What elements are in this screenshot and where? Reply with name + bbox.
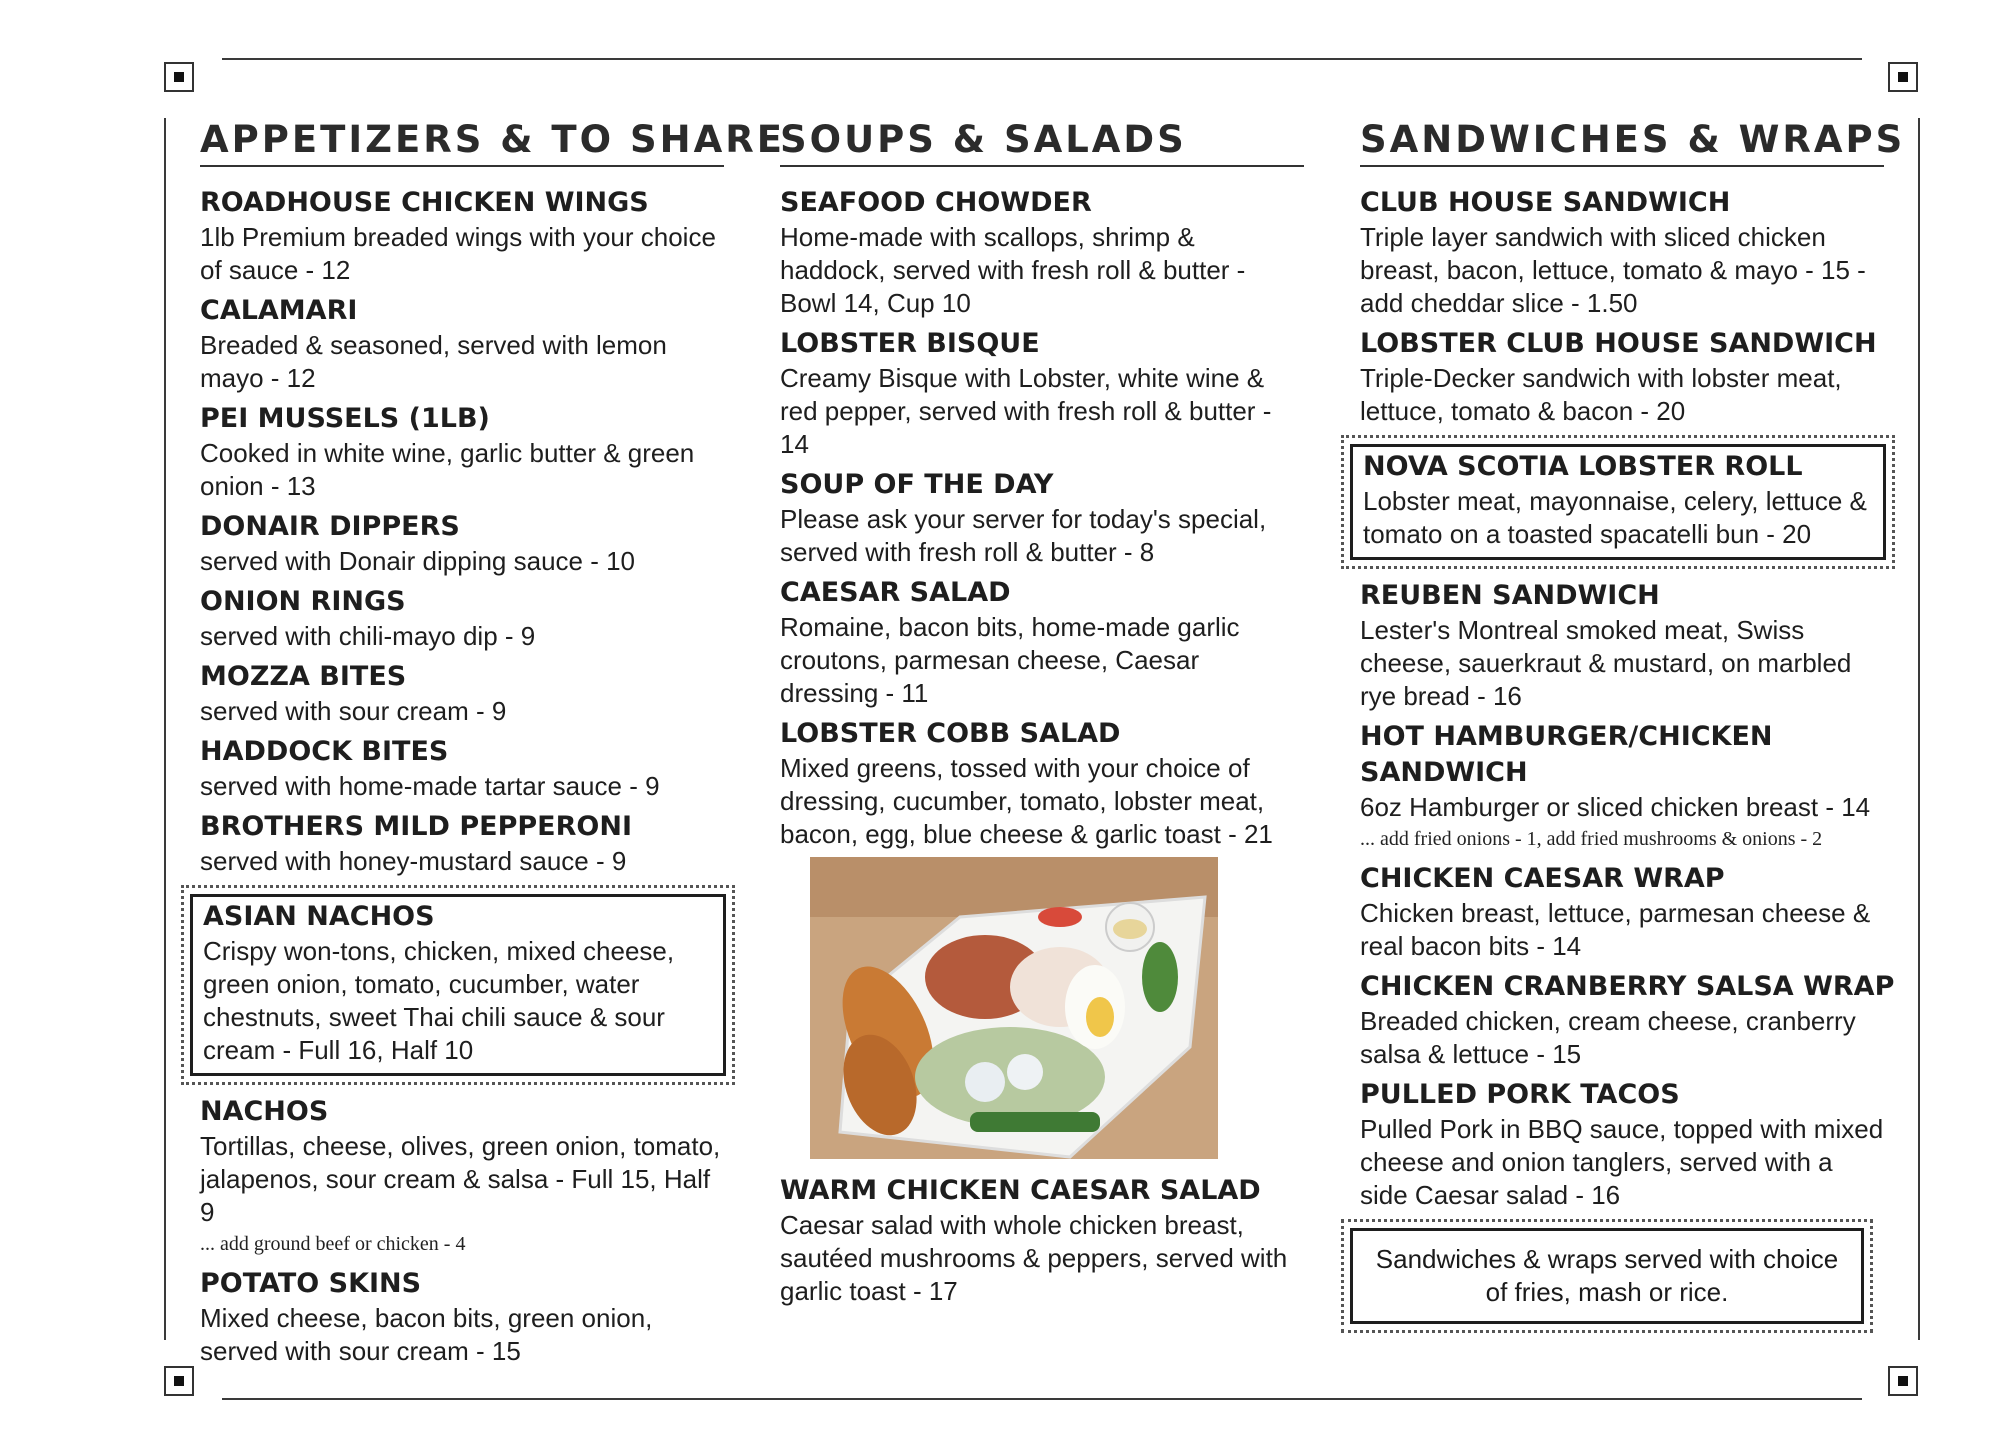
item-description: served with Donair dipping sauce - 10 bbox=[200, 546, 636, 576]
item-description: Mixed cheese, bacon bits, green onion, served with sour cream - 15 bbox=[200, 1303, 653, 1366]
featured-menu-item bbox=[1350, 444, 1886, 560]
item-name: REUBEN SANDWICH bbox=[1360, 580, 1660, 611]
top-rule bbox=[222, 58, 1862, 60]
item-description: Crispy won-tons, chicken, mixed cheese, green onion, tomato, cucumber, water chestnuts, sweet Thai chili sauce & sour cream - Full 16, Half 10 bbox=[203, 936, 675, 1065]
item-description: Caesar salad with whole chicken breast, sautéed mushrooms & peppers, served with garlic toast - 17 bbox=[780, 1210, 1288, 1306]
item-description: served with home-made tartar sauce - 9 bbox=[200, 771, 660, 801]
item-description: Triple-Decker sandwich with lobster meat, lettuce, tomato & bacon - 20 bbox=[1360, 363, 1842, 426]
right-rule bbox=[1918, 118, 1920, 1340]
item-name: LOBSTER BISQUE bbox=[780, 328, 1040, 359]
corner-square-icon bbox=[1888, 62, 1918, 92]
item-name: ASIAN NACHOS bbox=[203, 901, 435, 932]
item-description: 6oz Hamburger or sliced chicken breast - 14 bbox=[1360, 792, 1871, 822]
menu-item bbox=[200, 734, 724, 803]
item-name: CHICKEN CAESAR WRAP bbox=[1360, 863, 1725, 894]
item-description: served with sour cream - 9 bbox=[200, 696, 507, 726]
menu-item bbox=[1360, 1077, 1884, 1212]
item-description: 1lb Premium breaded wings with your choice of sauce - 12 bbox=[200, 222, 716, 285]
menu-item bbox=[780, 575, 1304, 710]
menu-item bbox=[780, 1173, 1304, 1308]
menu-item bbox=[780, 326, 1304, 461]
item-name: SEAFOOD CHOWDER bbox=[780, 187, 1092, 218]
item-name: MOZZA BITES bbox=[200, 661, 407, 692]
section-title: SOUPS & SALADS bbox=[780, 118, 1304, 167]
menu-item bbox=[1360, 969, 1895, 1071]
item-name: SOUP OF THE DAY bbox=[780, 469, 1054, 500]
corner-square-icon bbox=[164, 62, 194, 92]
item-name: POTATO SKINS bbox=[200, 1268, 422, 1299]
item-description: Breaded & seasoned, served with lemon mayo - 12 bbox=[200, 330, 667, 393]
appetizers-column bbox=[200, 118, 786, 1374]
item-description: Home-made with scallops, shrimp & haddock, served with fresh roll & butter - Bowl 14, Cup 10 bbox=[780, 222, 1246, 318]
menu-item bbox=[1360, 326, 1884, 428]
section-title: APPETIZERS & TO SHARE bbox=[200, 118, 724, 167]
bottom-rule bbox=[222, 1398, 1862, 1400]
item-name: ROADHOUSE CHICKEN WINGS bbox=[200, 187, 649, 218]
menu-item bbox=[1360, 185, 1884, 320]
menu-item bbox=[780, 185, 1304, 320]
item-add-on: ... add fried onions - 1, add fried mushrooms & onions - 2 bbox=[1360, 828, 1823, 850]
item-description: Pulled Pork in BBQ sauce, topped with mixed cheese and onion tanglers, served with a side Caesar salad - 16 bbox=[1360, 1114, 1884, 1210]
corner-square-icon bbox=[164, 1366, 194, 1396]
cobb-salad-photo bbox=[810, 857, 1218, 1159]
item-name: HOT HAMBURGER/CHICKEN SANDWICH bbox=[1360, 721, 1773, 788]
featured-menu-item bbox=[190, 894, 726, 1076]
item-name: PULLED PORK TACOS bbox=[1360, 1079, 1680, 1110]
item-description: Creamy Bisque with Lobster, white wine & red pepper, served with fresh roll & butter - 14 bbox=[780, 363, 1272, 459]
menu-item bbox=[200, 401, 724, 503]
menu-item bbox=[200, 1266, 724, 1368]
item-name: DONAIR DIPPERS bbox=[200, 511, 460, 542]
item-description: served with chili-mayo dip - 9 bbox=[200, 621, 536, 651]
menu-item bbox=[200, 185, 724, 287]
item-name: NOVA SCOTIA LOBSTER ROLL bbox=[1363, 451, 1803, 482]
item-description: Cooked in white wine, garlic butter & green onion - 13 bbox=[200, 438, 695, 501]
item-description: Lester's Montreal smoked meat, Swiss cheese, sauerkraut & mustard, on marbled rye bread - 16 bbox=[1360, 615, 1852, 711]
item-description: Tortillas, cheese, olives, green onion, tomato, jalapenos, sour cream & salsa - Full 15, Half 9 bbox=[200, 1131, 721, 1227]
menu-item bbox=[200, 509, 724, 578]
menu-item bbox=[1360, 578, 1884, 713]
left-rule bbox=[164, 118, 166, 1340]
item-name: HADDOCK BITES bbox=[200, 736, 449, 767]
item-description: Please ask your server for today's special, served with fresh roll & butter - 8 bbox=[780, 504, 1267, 567]
item-name: CHICKEN CRANBERRY SALSA WRAP bbox=[1360, 971, 1895, 1002]
item-name: CAESAR SALAD bbox=[780, 577, 1011, 608]
menu-item bbox=[200, 584, 724, 653]
item-description: Mixed greens, tossed with your choice of dressing, cucumber, tomato, lobster meat, bacon, egg, blue cheese & garlic toast - 21 bbox=[780, 753, 1273, 849]
item-description: Breaded chicken, cream cheese, cranberry salsa & lettuce - 15 bbox=[1360, 1006, 1856, 1069]
sandwiches-wraps-column bbox=[1360, 118, 1906, 1324]
menu-item bbox=[200, 809, 724, 878]
item-name: BROTHERS MILD PEPPERONI bbox=[200, 811, 632, 842]
item-name: LOBSTER COBB SALAD bbox=[780, 718, 1121, 749]
item-description: Chicken breast, lettuce, parmesan cheese & real bacon bits - 14 bbox=[1360, 898, 1871, 961]
item-name: NACHOS bbox=[200, 1096, 329, 1127]
item-name: CALAMARI bbox=[200, 295, 358, 326]
soups-salads-column bbox=[780, 118, 1304, 1314]
item-name: ONION RINGS bbox=[200, 586, 406, 617]
menu-item bbox=[1360, 719, 1884, 855]
item-description: Romaine, bacon bits, home-made garlic croutons, parmesan cheese, Caesar dressing - 11 bbox=[780, 612, 1240, 708]
salad-plate-illustration bbox=[810, 857, 1218, 1159]
item-description: Triple layer sandwich with sliced chicken breast, bacon, lettuce, tomato & mayo - 15 - add cheddar slice - 1.50 bbox=[1360, 222, 1866, 318]
corner-square-icon bbox=[1888, 1366, 1918, 1396]
menu-item bbox=[200, 1094, 724, 1260]
menu-item bbox=[200, 659, 724, 728]
item-description: Lobster meat, mayonnaise, celery, lettuce & tomato on a toasted spacatelli bun - 20 bbox=[1363, 486, 1867, 549]
sides-note: Sandwiches & wraps served with choice of fries, mash or rice. bbox=[1350, 1228, 1864, 1324]
item-name: LOBSTER CLUB HOUSE SANDWICH bbox=[1360, 328, 1877, 359]
menu-item bbox=[780, 716, 1304, 851]
section-title: SANDWICHES & WRAPS bbox=[1360, 118, 1884, 167]
item-description: served with honey-mustard sauce - 9 bbox=[200, 846, 627, 876]
item-name: CLUB HOUSE SANDWICH bbox=[1360, 187, 1731, 218]
menu-item bbox=[200, 293, 724, 395]
item-name: PEI MUSSELS (1LB) bbox=[200, 403, 490, 434]
item-name: WARM CHICKEN CAESAR SALAD bbox=[780, 1175, 1261, 1206]
item-add-on: ... add ground beef or chicken - 4 bbox=[200, 1233, 466, 1255]
menu-item bbox=[780, 467, 1304, 569]
menu-item bbox=[1360, 861, 1884, 963]
